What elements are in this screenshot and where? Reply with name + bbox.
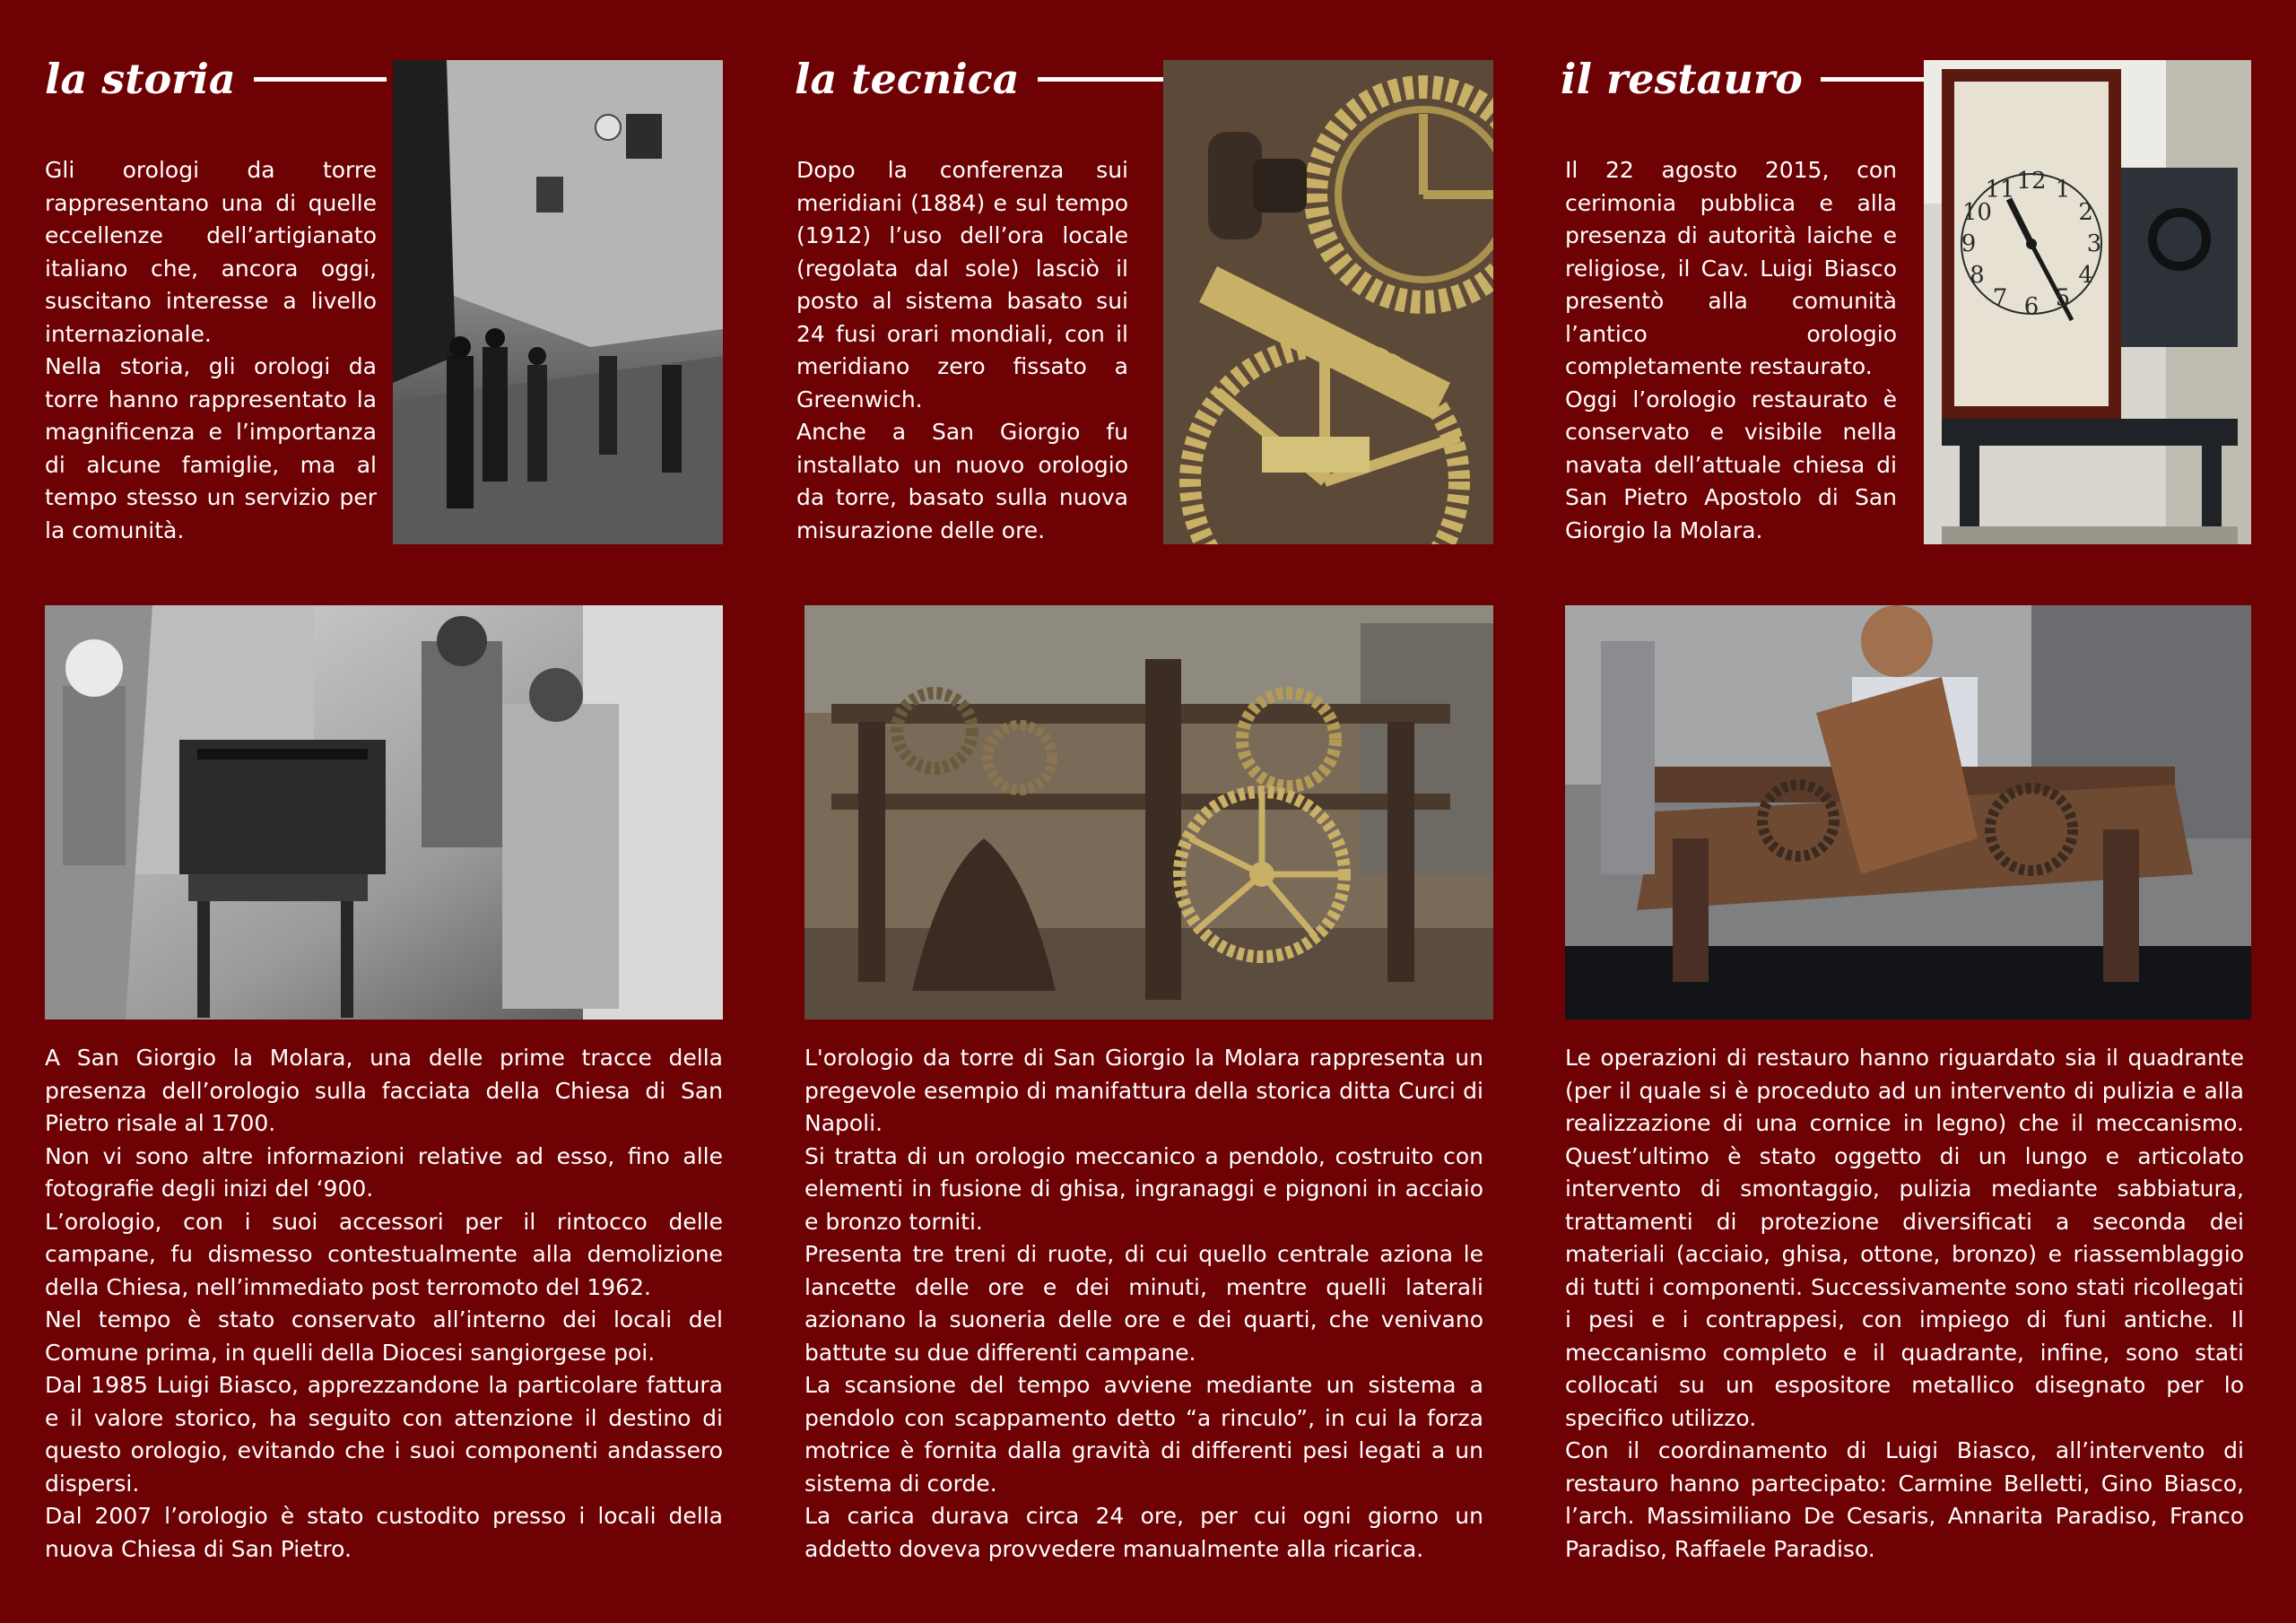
storia-intro-p2: Nella storia, gli orologi da torre hanno rappresentato la magnificenza e l’importanza di alcune famiglie, ma al tempo stesso un servizio per la comunità. [45, 353, 377, 543]
clock-numerals-layer [1924, 60, 2251, 544]
heading-tecnica [795, 52, 1170, 106]
clock-numeral: 9 [1961, 230, 1977, 257]
heading-storia-text: la storia [45, 55, 236, 103]
restauro-intro-p2: Oggi l’orologio restaurato è conservato e visibile nella navata dell’attuale chiesa di San Pietro Apostolo di San Giorgio la Molara. [1565, 386, 1897, 543]
heading-tecnica-text: la tecnica [795, 55, 1020, 103]
restauro-body [1565, 1042, 2244, 1566]
tecnica-intro-p2: Anche a San Giorgio fu installato un nuovo orologio da torre, basato sulla nuova misurazione delle ore. [796, 419, 1128, 543]
photo-man-restoring-mechanism [1565, 605, 2251, 1020]
photo-clock-mechanism-workshop [804, 605, 1493, 1020]
tecnica-intro-p1: Dopo la conferenza sui meridiani (1884) e sul tempo (1912) l’uso dell’ora locale (regolata dal sole) lasciò il posto al sistema basato sui 24 fusi orari mondiali, con il meridiano zero fissato a Greenwich. [796, 157, 1128, 412]
tecnica-intro [796, 154, 1128, 547]
tecnica-body-p5: La carica durava circa 24 ore, per cui ogni giorno un addetto doveva provvedere manualmente alla ricarica. [804, 1503, 1483, 1562]
clock-numeral: 12 [2016, 168, 2047, 195]
storia-intro [45, 154, 377, 547]
storia-body-p3: L’orologio, con i suoi accessori per il rintocco delle campane, fu dismesso contestualmente alla demolizione della Chiesa, nell’immediato post terromoto del 1962. [45, 1208, 723, 1300]
storia-intro-p1: Gli orologi da torre rappresentano una di quelle eccellenze dell’artigianato italiano che, ancora oggi, suscitano interesse a livello internazionale. [45, 157, 377, 347]
photo-old-village-street [393, 60, 723, 544]
photo-gears-closeup [1163, 60, 1493, 544]
heading-rule [254, 77, 387, 82]
clock-numeral: 3 [2086, 230, 2102, 257]
clock-numeral: 5 [2055, 284, 2071, 312]
clock-numeral: 8 [1970, 262, 1985, 289]
clock-numeral: 1 [2055, 176, 2071, 204]
clock-numeral: 7 [1992, 284, 2008, 312]
photo-restored-clock-display [1924, 60, 2251, 544]
restauro-body-p2: Con il coordinamento di Luigi Biasco, all’intervento di restauro hanno partecipato: Carmine Belletti, Gino Biasco, l’arch. Massimiliano De Cesaris, Annarita Paradiso, Franco Paradiso, Raffaele Paradiso. [1565, 1437, 2244, 1562]
heading-restauro-text: il restauro [1561, 55, 1803, 103]
restauro-intro-p1: Il 22 agosto 2015, con cerimonia pubblica e alla presenza di autorità laiche e religiose, il Cav. Luigi Biasco presentò alla comunità l’antico orologio completamente restaurato. [1565, 157, 1897, 379]
storia-body-p4: Nel tempo è stato conservato all’interno dei locali del Comune prima, in quelli della Diocesi sangiorgese poi. [45, 1306, 723, 1366]
storia-body-p6: Dal 2007 l’orologio è stato custodito presso i locali della nuova Chiesa di San Pietro. [45, 1503, 723, 1562]
restauro-intro [1565, 154, 1897, 547]
clock-numeral: 2 [2078, 199, 2093, 226]
heading-restauro [1561, 52, 1953, 106]
heading-rule [1038, 77, 1170, 82]
tecnica-body-p2: Si tratta di un orologio meccanico a pendolo, costruito con elementi in fusione di ghisa, ingranaggi e pignoni in acciaio e bronzo torniti. [804, 1142, 1483, 1235]
restauro-body-p1: Le operazioni di restauro hanno riguardato sia il quadrante (per il quale si è proceduto ad un intervento di pulizia e alla realizzazione di una cornice in legno) che il meccanismo. Quest’ultimo è stato oggetto di un lungo e articolato intervento di smontaggio, pulizia mediante sabbiatura, trattamenti di protezione diversificati a seconda dei materiali (acciaio, ghisa, ottone, bronzo) e riassemblaggio di tutti i componenti. Successivamente sono stati ricollegati i pesi e i contrappesi, con impiego di funi antiche. Il meccanismo completo e il quadrante, infine, sono stati collocati su un espositore metallico disegnato per lo specifico utilizzo. [1565, 1045, 2244, 1431]
tecnica-body-p4: La scansione del tempo avviene mediante un sistema a pendolo con scappamento detto “a rinculo”, in cui la forza motrice è fornita dalla gravità di differenti pesi legati a un sistema di corde. [804, 1372, 1483, 1497]
storia-body [45, 1042, 723, 1566]
clock-numeral: 6 [2023, 293, 2039, 320]
clock-numeral: 4 [2078, 262, 2093, 289]
storia-body-p2: Non vi sono altre informazioni relative ad esso, fino alle fotografie degli inizi del ‘900. [45, 1142, 723, 1202]
tecnica-body-p1: L'orologio da torre di San Giorgio la Molara rappresenta un pregevole esempio di manifattura della storica ditta Curci di Napoli. [804, 1045, 1483, 1136]
heading-storia [45, 52, 387, 106]
tecnica-body [804, 1042, 1483, 1566]
tecnica-body-p3: Presenta tre treni di ruote, di cui quello centrale aziona le lancette delle ore e dei minuti, mentre quelli laterali azionano la suoneria delle ore e dei quarti, che venivano battute su due differenti campane. [804, 1241, 1483, 1366]
clock-numeral: 11 [1985, 176, 2015, 204]
storia-body-p1: A San Giorgio la Molara, una delle prime tracce della presenza dell’orologio sulla facciata della Chiesa di San Pietro risale al 1700. [45, 1045, 723, 1136]
clock-numeral: 10 [1961, 199, 1992, 226]
storia-body-p5: Dal 1985 Luigi Biasco, apprezzandone la particolare fattura e il valore storico, ha seguito con attenzione il destino di questo orologio, evitando che i suoi componenti andassero dispersi. [45, 1372, 723, 1497]
photo-workers-with-clock [45, 605, 723, 1020]
